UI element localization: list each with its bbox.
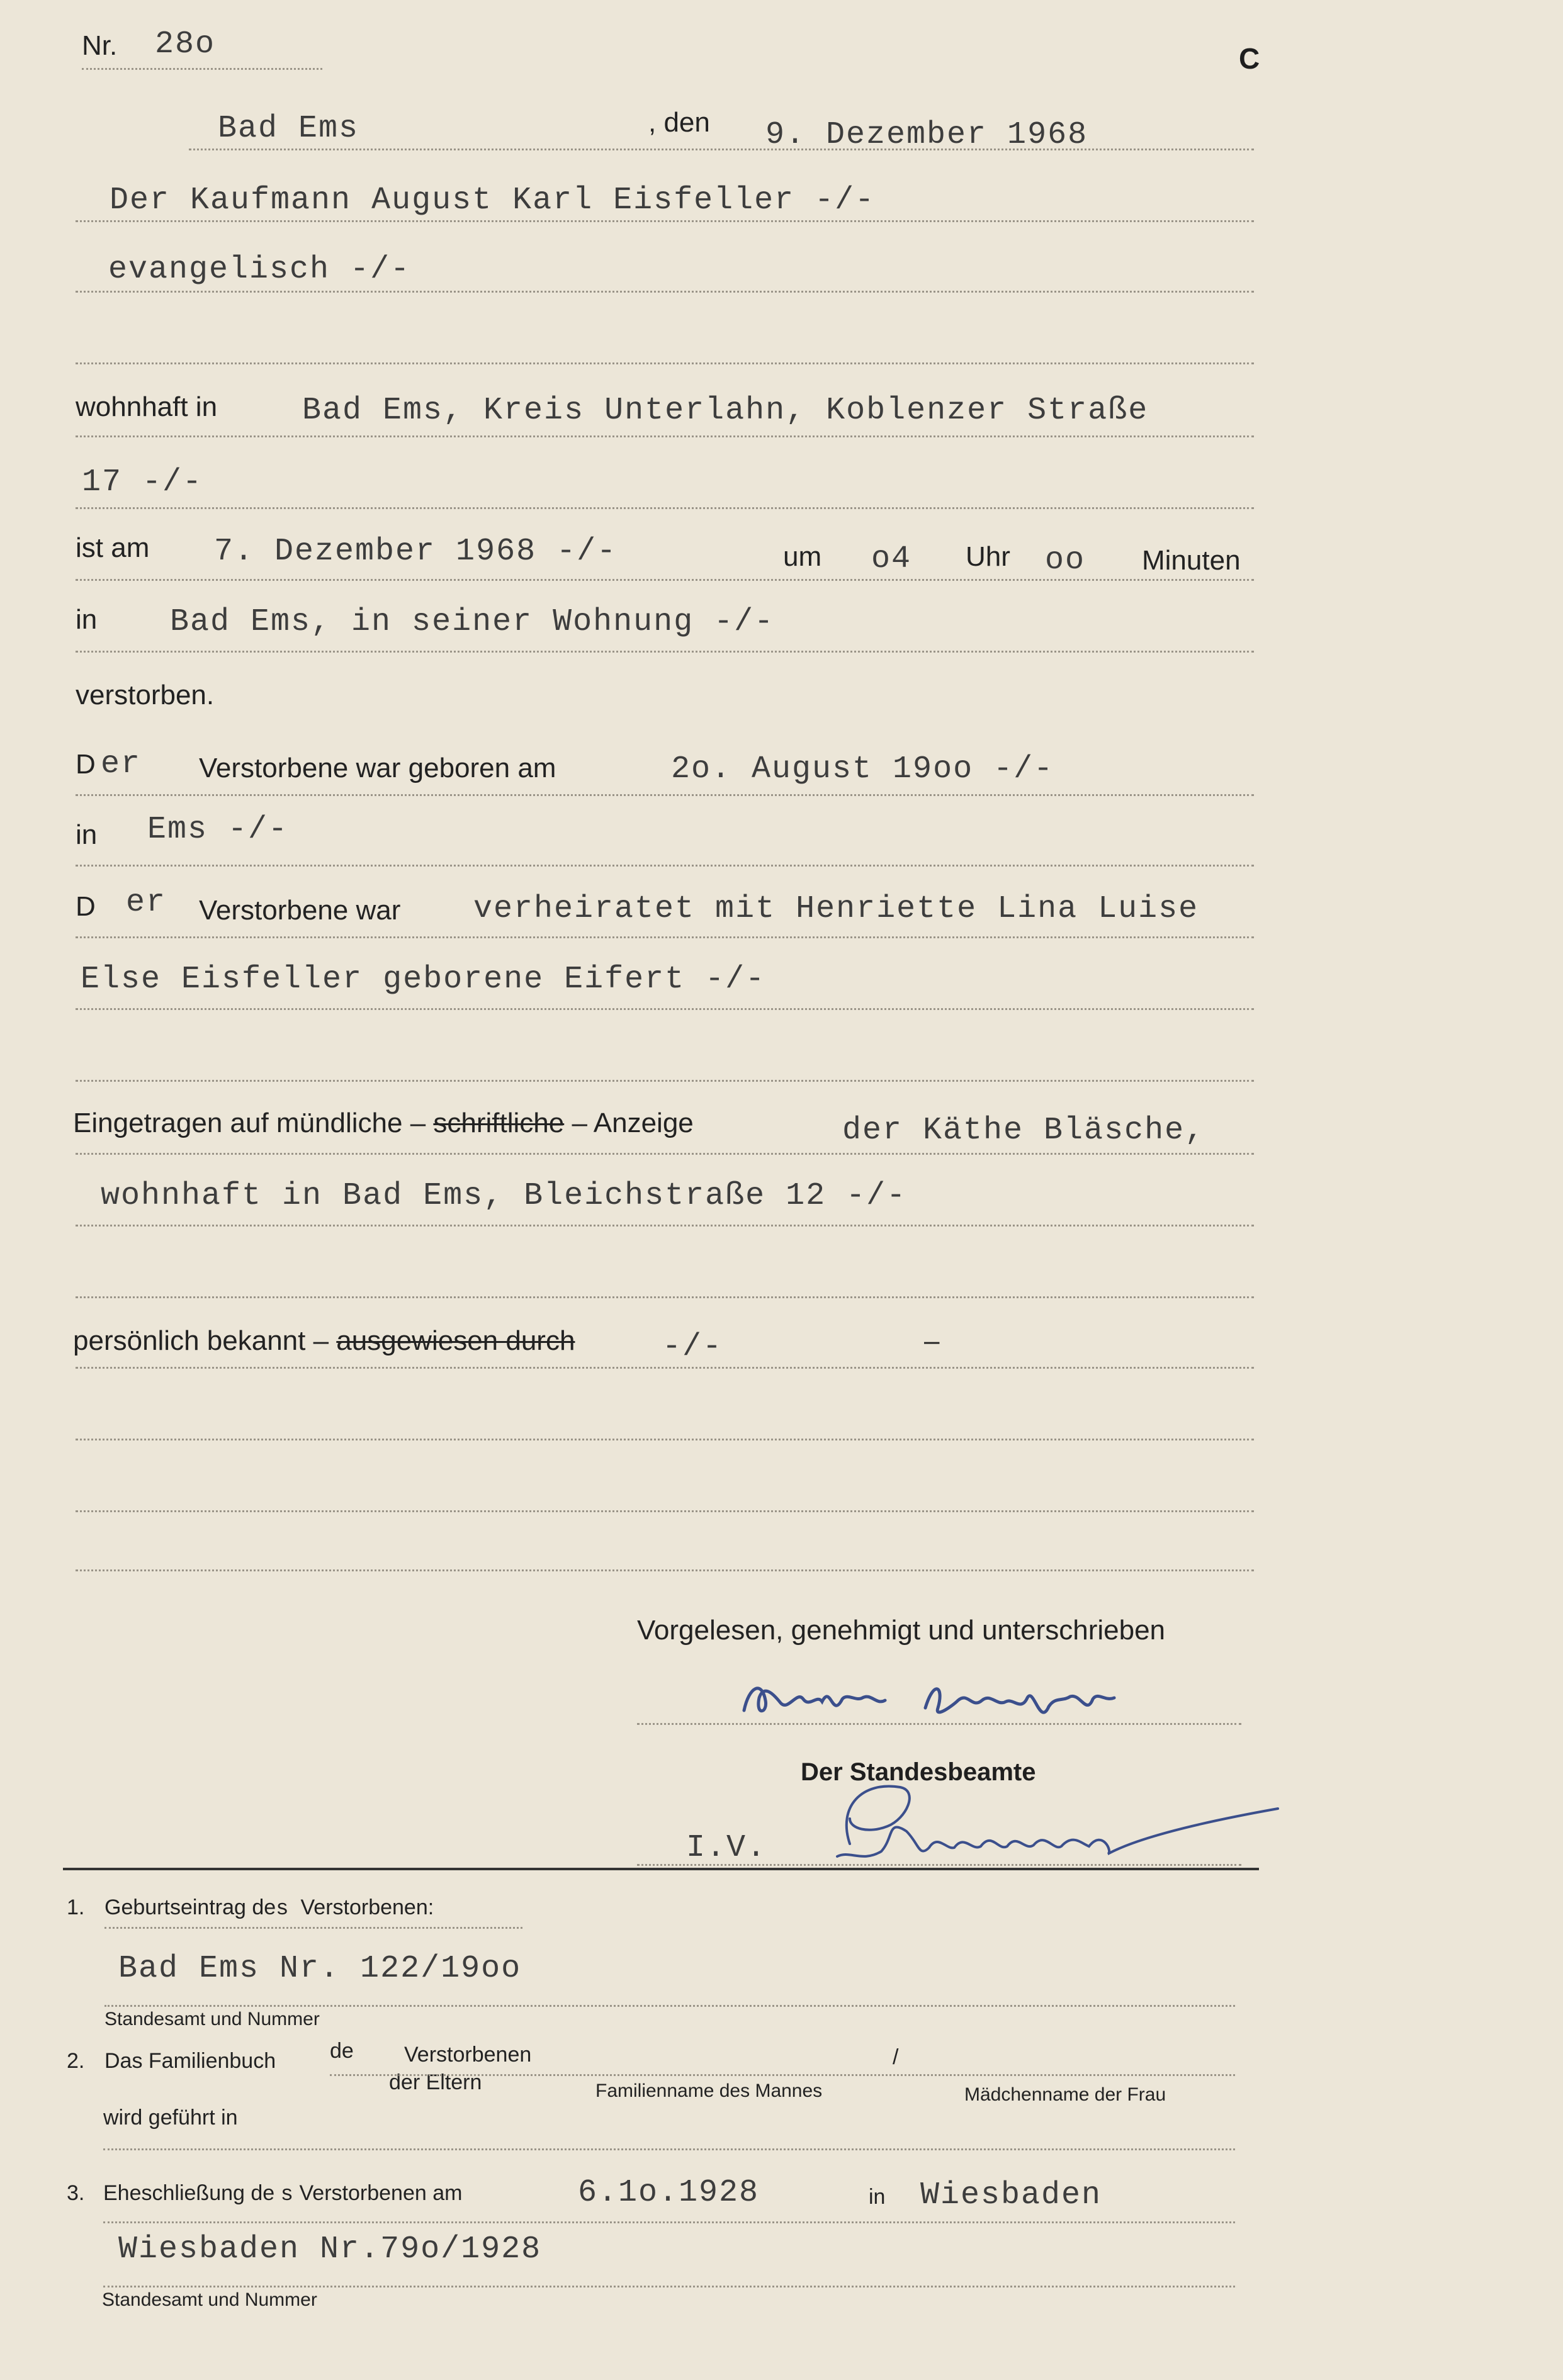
note-1-caption: Standesamt und Nummer (104, 2009, 320, 2029)
rule (76, 362, 1254, 364)
identity-value: -/- (662, 1329, 723, 1365)
registry-place: Bad Ems (218, 111, 359, 147)
nr-label: Nr. (82, 30, 118, 61)
signature-rule-2 (637, 1864, 1241, 1866)
rule (76, 1296, 1254, 1298)
rule (76, 1153, 1254, 1155)
marriage-line-1: verheiratet mit Henriette Lina Luise (473, 891, 1199, 927)
rule (330, 2074, 1235, 2076)
marriage-line-2: Else Eisfeller geborene Eifert -/- (81, 962, 766, 997)
rule (76, 1080, 1254, 1082)
ist-am-label: ist am (76, 532, 150, 563)
rule (76, 1569, 1254, 1571)
note-1-number: 1. (67, 1895, 85, 1919)
entry-informant: der Käthe Bläsche, (842, 1113, 1205, 1148)
rule (103, 2221, 1235, 2223)
note-2-label: Das Familienbuch (104, 2049, 276, 2073)
read-approved-label: Vorgelesen, genehmigt und unterschrieben (637, 1615, 1166, 1646)
death-hour: o4 (871, 541, 912, 577)
entry-label: Eingetragen auf mündliche – schriftliche – Anzeige (73, 1108, 694, 1138)
residence-label: wohnhaft in (76, 391, 218, 422)
death-date: 7. Dezember 1968 -/- (214, 534, 618, 570)
note-2-option-deceased: Verstorbenen (404, 2043, 532, 2067)
birth-article: er (101, 746, 142, 782)
note-2-caption-woman: Mädchenname der Frau (964, 2084, 1166, 2105)
note-2-label-2: wird geführt in (103, 2106, 238, 2130)
rule (76, 1225, 1254, 1226)
officer-signature-icon (812, 1768, 1290, 1875)
in-label: in (76, 604, 98, 635)
rule (76, 1367, 1254, 1369)
iv-label: I.V. (686, 1830, 767, 1866)
declarant-line-1: Der Kaufmann August Karl Eisfeller -/- (110, 182, 876, 218)
birth-d-label: D (76, 749, 96, 780)
section-divider (63, 1868, 1259, 1870)
rule (76, 579, 1254, 581)
rule (103, 2148, 1235, 2150)
den-label: , den (648, 107, 710, 138)
identity-struck-option: ausgewiesen durch (336, 1325, 575, 1356)
note-3-caption: Standesamt und Nummer (102, 2289, 317, 2310)
nr-rule (82, 68, 322, 70)
birth-text-label: Verstorbene war geboren am (199, 753, 556, 783)
rule (76, 1439, 1254, 1440)
note-3-number: 3. (67, 2181, 85, 2205)
rule (104, 1927, 522, 1929)
note-2-caption-man: Familienname des Mannes (595, 2080, 823, 2101)
declarant-religion: evangelisch -/- (108, 252, 411, 288)
place-date-rule (189, 149, 1254, 150)
signature-rule-1 (637, 1723, 1241, 1725)
note-2-number: 2. (67, 2049, 85, 2073)
verstorben-label: verstorben. (76, 680, 215, 710)
marriage-d-label: D (76, 891, 96, 922)
rule (76, 936, 1254, 938)
rule (76, 291, 1254, 293)
note-3-in: in (869, 2185, 886, 2209)
rule (76, 794, 1254, 796)
birth-date: 2o. August 19oo -/- (671, 751, 1054, 787)
rule (76, 865, 1254, 867)
entry-struck-option: schriftliche (433, 1108, 565, 1138)
rule (103, 2286, 1235, 2287)
identity-label: persönlich bekannt – ausgewiesen durch (73, 1325, 575, 1356)
residence-line-2: 17 -/- (82, 464, 203, 500)
note-2-option-parents: der Eltern (389, 2070, 482, 2094)
entry-informant-address: wohnhaft in Bad Ems, Bleichstraße 12 -/- (101, 1178, 907, 1214)
marriage-text-label: Verstorbene war (199, 895, 401, 926)
note-2-de: de (330, 2039, 354, 2063)
corner-letter: C (1239, 42, 1260, 75)
declarant-signature-icon (736, 1661, 1215, 1737)
note-3-date: 6.1o.1928 (578, 2175, 760, 2211)
residence-line-1: Bad Ems, Kreis Unterlahn, Koblenzer Straße (302, 393, 1149, 429)
note-2-slash: / (893, 2045, 899, 2069)
rule (76, 1510, 1254, 1512)
rule (76, 651, 1254, 653)
marriage-article: er (126, 885, 167, 921)
birth-place: Ems -/- (147, 812, 289, 848)
rule (76, 435, 1254, 437)
uhr-label: Uhr (966, 541, 1010, 572)
note-1-label: Geburtseintrag des Verstorbenen: (104, 1895, 434, 1921)
um-label: um (783, 541, 822, 572)
rule (76, 507, 1254, 509)
rule (76, 1008, 1254, 1010)
note-3-value: Wiesbaden Nr.79o/1928 (118, 2231, 542, 2267)
officer-label: Der Standesbeamte (801, 1758, 1036, 1786)
note-3-label: Eheschließung de s Verstorbenen am (103, 2181, 463, 2207)
rule (76, 220, 1254, 222)
note-3-place: Wiesbaden (920, 2177, 1102, 2213)
nr-value: 28o (155, 26, 216, 62)
note-1-value: Bad Ems Nr. 122/19oo (118, 1951, 522, 1987)
registry-date: 9. Dezember 1968 (765, 117, 1088, 153)
death-place: Bad Ems, in seiner Wohnung -/- (170, 604, 775, 640)
minuten-label: Minuten (1142, 545, 1241, 576)
identity-dash: – (924, 1325, 940, 1356)
rule (104, 2005, 1235, 2007)
death-minute: oo (1045, 542, 1086, 578)
birth-in-label: in (76, 819, 98, 850)
